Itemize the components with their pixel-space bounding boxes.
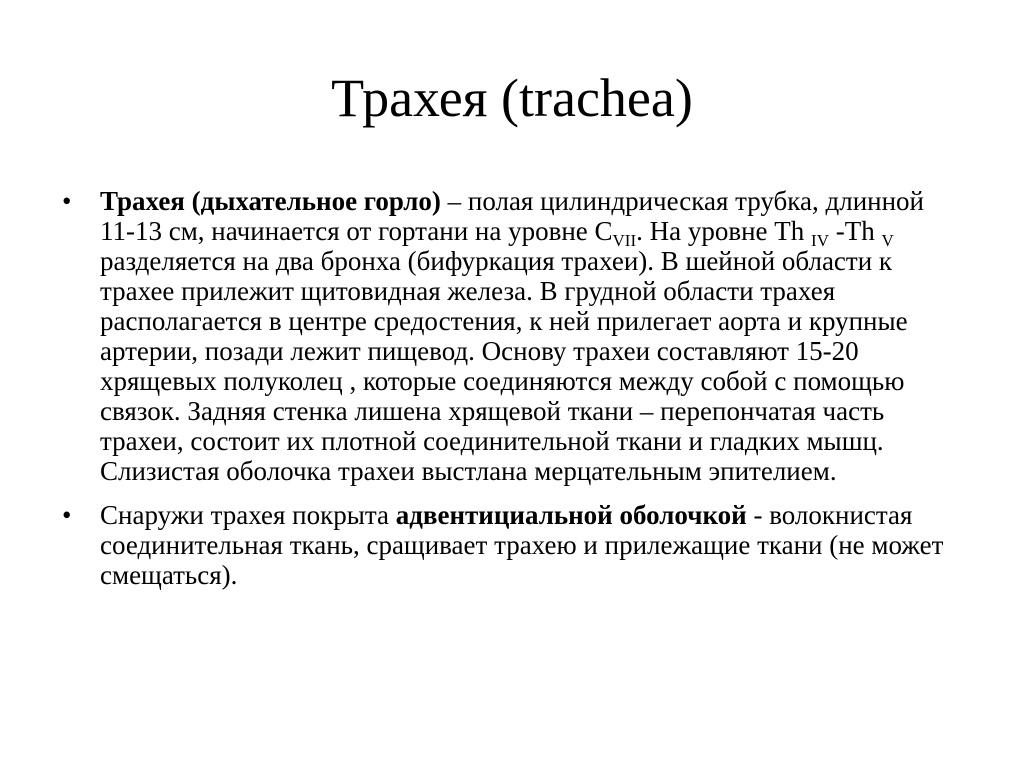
subscript-cvii: VII (612, 231, 637, 250)
subscript-thiv: IV (811, 231, 829, 250)
text-segment: разделяется на два бронха (бифуркация трахеи). В шейной области к трахее прилежит щитовидная железа. В грудной области трахея располагается в центре средостения, к ней прилегает аорта и крупные артерии, позади лежит пищевод. Основу трахеи составляют 15-20 хрящевых полуколец , которые соединяются между собой с помощью связок. Задняя стенка лишена хрящевой ткани – перепончатая часть трахеи, состоит их плотной соединительной ткани и гладких мышц. Слизистая оболочка трахеи выстлана мерцательным эпителием. (100, 246, 908, 486)
term-trachea: Трахея (дыхательное горло) (100, 186, 441, 216)
text-segment: -Th (829, 216, 882, 246)
text-segment: Снаружи трахея покрыта (100, 500, 396, 530)
bullet-marker: • (62, 500, 72, 530)
text-segment: - волокнистая соединительная ткань, сращивает трахею и прилежащие ткани (не может смещаться). (100, 500, 944, 590)
slide-title: Трахея (trachea) (331, 68, 693, 128)
bullet-item-adventitia (62, 500, 962, 590)
bullet-item-trachea (62, 186, 962, 486)
term-adventitia: адвентициальной оболочкой (395, 500, 747, 530)
text-segment: – полая цилиндрическая трубка, длинной 11-13 см, начинается от гортани на уровне С (100, 186, 924, 246)
bullet-marker: • (62, 186, 72, 216)
subscript-thv: V (881, 231, 894, 250)
text-segment: . На уровне Th (636, 216, 812, 246)
slide-content (62, 186, 962, 590)
